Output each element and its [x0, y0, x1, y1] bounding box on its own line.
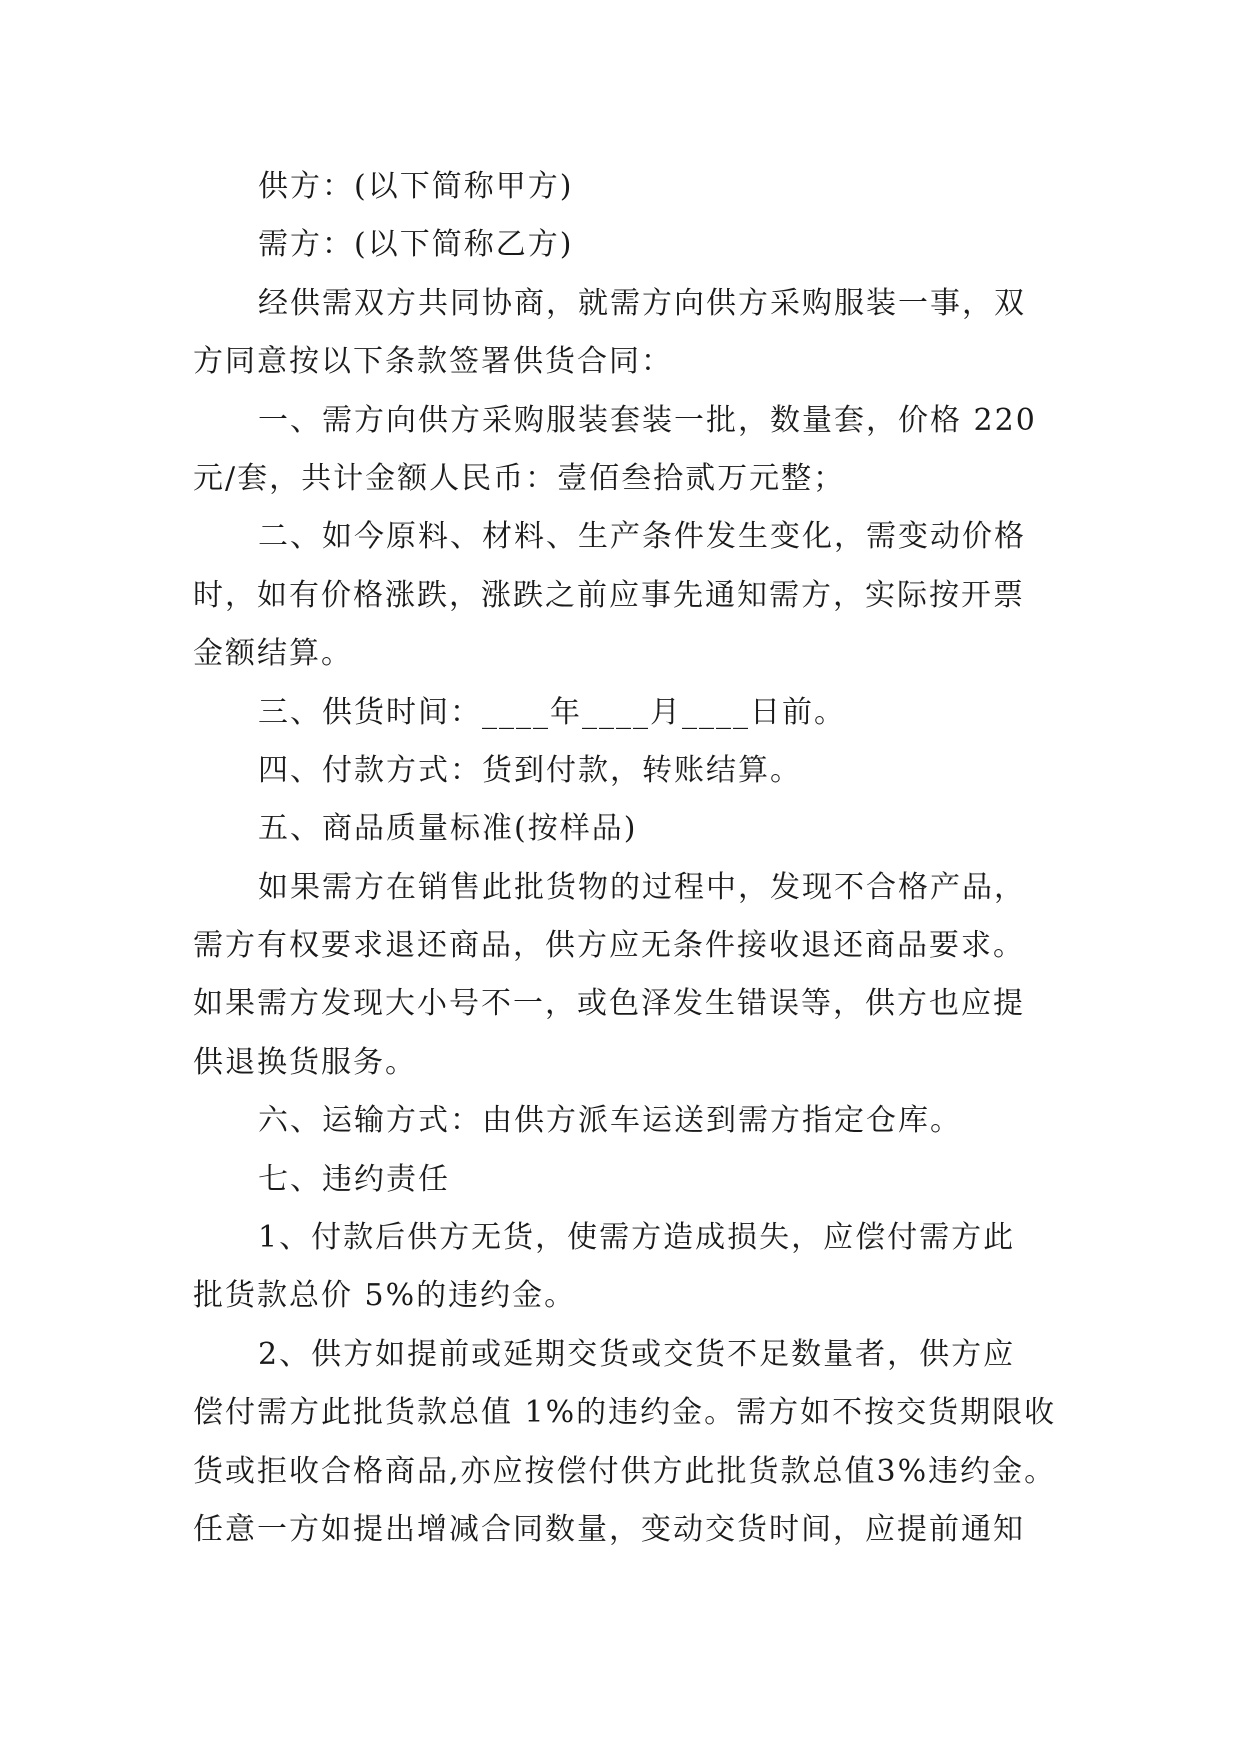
- clause-4-line: 四、付款方式：货到付款，转账结算。: [258, 752, 802, 788]
- clause-7-heading: 七、违约责任: [258, 1161, 450, 1197]
- contract-body: [193, 158, 1058, 1559]
- buyer-line: 需方：(以下简称乙方): [258, 227, 574, 263]
- clause-1-line-2: 元/套，共计金额人民币：壹佰叁拾贰万元整；: [193, 460, 846, 496]
- clause-5-line-1: 如果需方在销售此批货物的过程中，发现不合格产品，: [258, 869, 1026, 905]
- supplier-line: 供方：(以下简称甲方): [258, 169, 574, 204]
- clause-3-line: 三、供货时间：____年____月____日前。: [258, 694, 846, 730]
- clause-2-line-1: 二、如今原料、材料、生产条件发生变化，需变动价格: [258, 519, 1026, 555]
- clause-7-2-line-4: 任意一方如提出增减合同数量，变动交货时间，应提前通知: [193, 1511, 1025, 1547]
- preamble-line-1: 经供需双方共同协商，就需方向供方采购服装一事，双: [258, 285, 1026, 321]
- clause-7-2-line-1: 2、供方如提前或延期交货或交货不足数量者，供方应: [258, 1336, 1016, 1372]
- clause-5-line-3: 如果需方发现大小号不一，或色泽发生错误等，供方也应提: [193, 986, 1025, 1022]
- clause-6-line: 六、运输方式：由供方派车运送到需方指定仓库。: [258, 1103, 962, 1139]
- clause-2-line-2: 时，如有价格涨跌，涨跌之前应事先通知需方，实际按开票: [193, 577, 1025, 613]
- clause-7-2-line-3: 货或拒收合格商品,亦应按偿付供方此批货款总值3%违约金。: [193, 1453, 1057, 1489]
- clause-7-2-line-2: 偿付需方此批货款总值 1%的违约金。需方如不按交货期限收: [193, 1395, 1057, 1431]
- clause-2-line-3: 金额结算。: [193, 636, 353, 672]
- preamble-line-2: 方同意按以下条款签署供货合同：: [193, 344, 673, 380]
- clause-5-line-2: 需方有权要求退还商品，供方应无条件接收退还商品要求。: [193, 928, 1025, 964]
- clause-7-1-line-1: 1、付款后供方无货，使需方造成损失，应偿付需方此: [258, 1220, 1016, 1256]
- clause-5-heading: 五、商品质量标准(按样品): [258, 811, 638, 847]
- clause-7-1-line-2: 批货款总价 5%的违约金。: [193, 1278, 577, 1314]
- clause-1-line-1: 一、需方向供方采购服装套装一批，数量套，价格 220: [258, 402, 1037, 438]
- clause-5-line-4: 供退换货服务。: [193, 1044, 417, 1080]
